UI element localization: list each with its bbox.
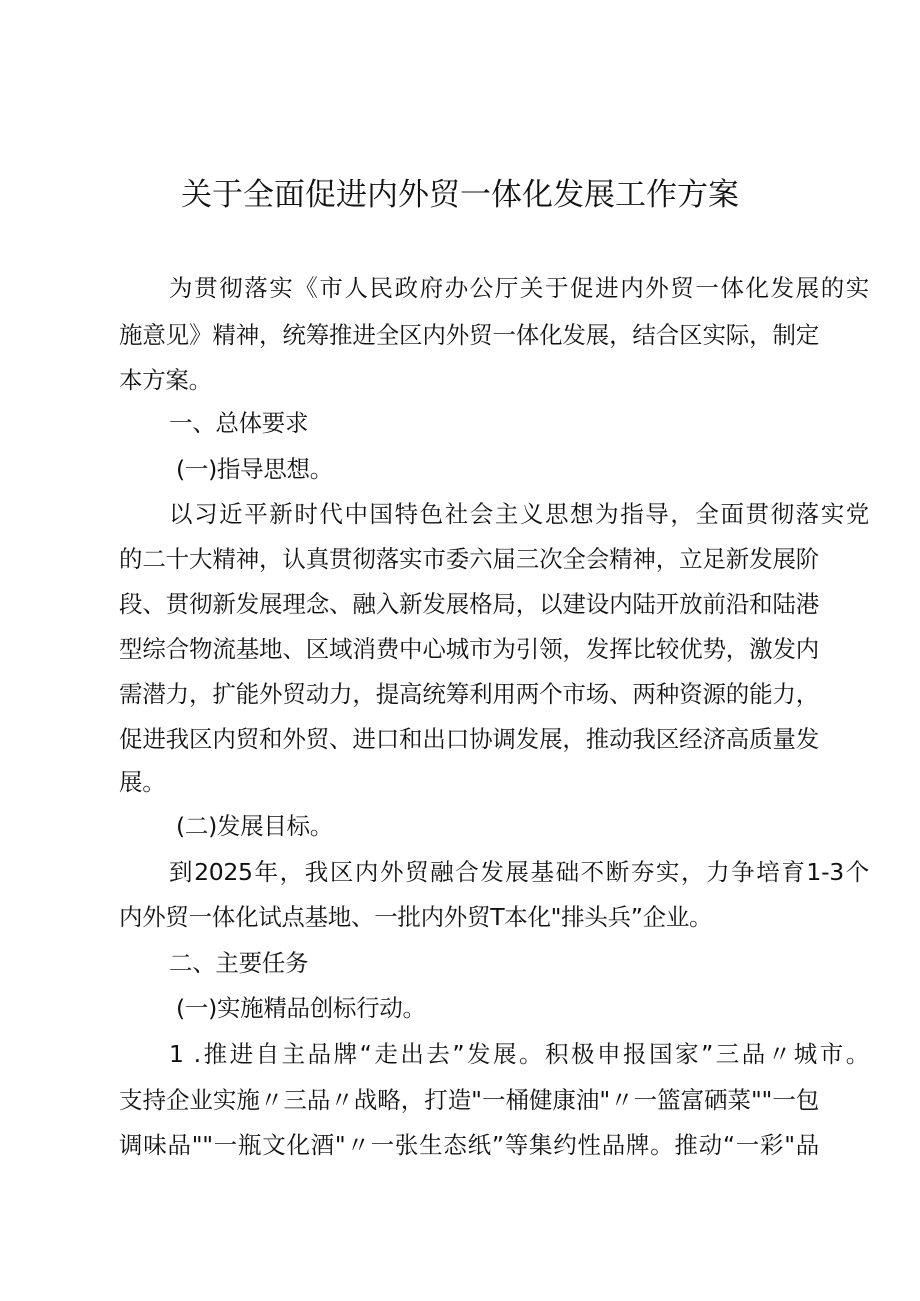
paragraph-line: 展。 [119,768,166,796]
paragraph-line: 需潜力，扩能外贸动力，提高统筹利用两个市场、两种资源的能力， [119,680,819,708]
paragraph-line: 以习近平新时代中国特色社会主义思想为指导，全面贯彻落实党 [169,500,869,528]
subsection-heading: (一)实施精品创标行动。 [176,994,426,1022]
paragraph-line: 到2025年，我区内外贸融合发展基础不断夯实，力争培育1-3个 [169,858,869,886]
paragraph-line: 内外贸一体化试点基地、一批内外贸T本化"排头兵”企业。 [119,903,713,931]
paragraph-line: 段、贯彻新发展理念、融入新发展格局，以建设内陆开放前沿和陆港 [119,590,819,618]
paragraph-line: 的二十大精神，认真贯彻落实市委六届三次全会精神，立足新发展阶 [119,545,819,573]
paragraph-line: 1 .推进自主品牌“走出去”发展。积极申报国家”三品〃城市。 [169,1040,869,1068]
paragraph-line: 支持企业实施〃三品〃战略，打造"一桶健康油"〃一篮富硒菜""一包 [119,1086,819,1114]
section-heading: 一、总体要求 [169,409,309,437]
paragraph-line: 促进我区内贸和外贸、进口和出口协调发展，推动我区经济高质量发 [119,725,819,753]
paragraph-line: 本方案。 [119,366,212,394]
subsection-heading: (二)发展目标。 [176,812,333,840]
paragraph-line: 型综合物流基地、区域消费中心城市为引领，发挥比较优势，激发内 [119,635,819,663]
subsection-heading: (一)指导思想。 [176,455,333,483]
paragraph-line: 施意见》精神，统筹推进全区内外贸一体化发展，结合区实际，制定 [119,321,819,349]
paragraph-line: 为贯彻落实《市人民政府办公厅关于促进内外贸一体化发展的实 [169,274,869,302]
document-title: 关于全面促进内外贸一体化发展工作方案 [181,177,739,213]
paragraph-line: 调味品""一瓶文化酒"〃一张生态纸”等集约性品牌。推动“一彩"品 [119,1131,819,1159]
section-heading: 二、主要任务 [169,949,309,977]
